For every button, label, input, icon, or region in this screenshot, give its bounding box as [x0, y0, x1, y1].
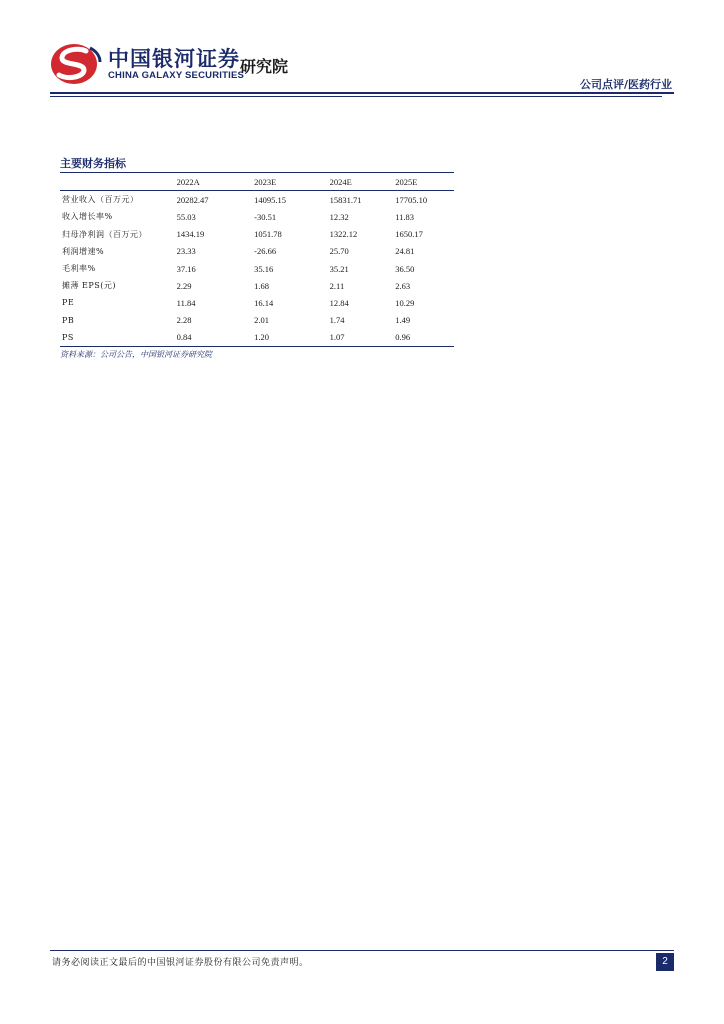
table-cell: 1.74 — [329, 315, 345, 326]
column-header: 2024E — [330, 173, 396, 191]
table-header-row — [60, 173, 454, 191]
table-cell: 25.70 — [329, 246, 349, 257]
table-row — [60, 329, 454, 347]
table-row — [60, 312, 454, 329]
logo-english-name: CHINA GALAXY SECURITIES — [108, 70, 245, 81]
table-cell: 1650.17 — [395, 229, 423, 240]
table-cell: 24.81 — [395, 246, 415, 257]
financial-table-container — [60, 172, 454, 347]
table-cell: 10.29 — [395, 297, 415, 308]
table-row — [60, 226, 454, 243]
table-row — [60, 243, 454, 260]
column-header: 2022A — [177, 173, 254, 191]
table-cell: 1.07 — [330, 329, 396, 347]
table-cell: 2.11 — [329, 280, 345, 291]
table-cell: -30.51 — [254, 211, 277, 222]
table-cell: 0.84 — [177, 329, 254, 347]
row-label: 毛利率% — [62, 264, 96, 274]
galaxy-logo-icon — [50, 42, 102, 86]
header-divider — [50, 92, 674, 94]
row-label: 利润增速% — [62, 246, 105, 256]
table-cell: 1.49 — [395, 315, 411, 326]
column-header — [60, 173, 177, 191]
disclaimer-note: 请务必阅读正文最后的中国银河证券股份有限公司免责声明。 — [52, 958, 309, 968]
footer-divider — [50, 950, 674, 951]
table-cell: 20282.47 — [176, 194, 209, 205]
row-label: PB — [62, 315, 75, 325]
table-cell: 1322.12 — [329, 229, 358, 240]
table-cell: 35.21 — [329, 263, 349, 274]
table-cell: 23.33 — [176, 246, 196, 257]
row-label: PS — [60, 329, 177, 347]
table-cell: 12.84 — [329, 297, 349, 308]
table-row — [60, 208, 454, 225]
column-header: 2023E — [254, 173, 330, 191]
table-cell: 0.96 — [395, 329, 454, 347]
table-cell: 1434.19 — [176, 229, 205, 240]
table-cell: 2.29 — [176, 280, 192, 291]
table-cell: 12.32 — [329, 211, 349, 222]
row-label: 收入增长率% — [62, 212, 113, 222]
table-cell: 36.50 — [395, 263, 415, 274]
table-cell: 2.63 — [395, 280, 411, 291]
row-label: 营业收入（百万元） — [62, 195, 139, 205]
table-cell: 11.84 — [176, 297, 196, 308]
table-cell: 2.28 — [176, 315, 192, 326]
table-cell: 1.68 — [254, 280, 270, 291]
column-header: 2025E — [395, 173, 454, 191]
row-label: 摊薄 EPS(元) — [62, 281, 116, 291]
financial-indicators-table — [60, 172, 454, 347]
table-cell: 16.14 — [254, 297, 274, 308]
table-cell: -26.66 — [254, 246, 277, 257]
table-cell: 17705.10 — [395, 194, 428, 205]
table-row — [60, 191, 454, 209]
table-cell: 1.20 — [254, 329, 330, 347]
table-cell: 14095.15 — [254, 194, 287, 205]
row-label: PE — [62, 298, 75, 308]
table-cell: 15831.71 — [329, 194, 362, 205]
institute-name: 研究院 — [240, 57, 289, 76]
table-cell: 35.16 — [254, 263, 274, 274]
source-note: 资料来源：公司公告，中国银河证券研究院 — [60, 350, 212, 359]
header-divider-thin — [50, 96, 662, 97]
logo-chinese-name: 中国银河证券 — [108, 47, 240, 71]
table-cell: 55.03 — [176, 211, 196, 222]
table-row — [60, 277, 454, 294]
table-cell: 2.01 — [254, 315, 270, 326]
table-cell: 1051.78 — [254, 229, 282, 240]
row-label: 归母净利润（百万元） — [62, 229, 147, 239]
table-cell: 11.83 — [395, 211, 415, 222]
brand-logo — [50, 40, 310, 90]
table-cell: 37.16 — [176, 263, 196, 274]
table-row — [60, 294, 454, 311]
report-category: 公司点评/医药行业 — [579, 78, 672, 91]
table-row — [60, 260, 454, 277]
page-number: 2 — [656, 953, 674, 971]
table-title: 主要财务指标 — [60, 157, 126, 170]
